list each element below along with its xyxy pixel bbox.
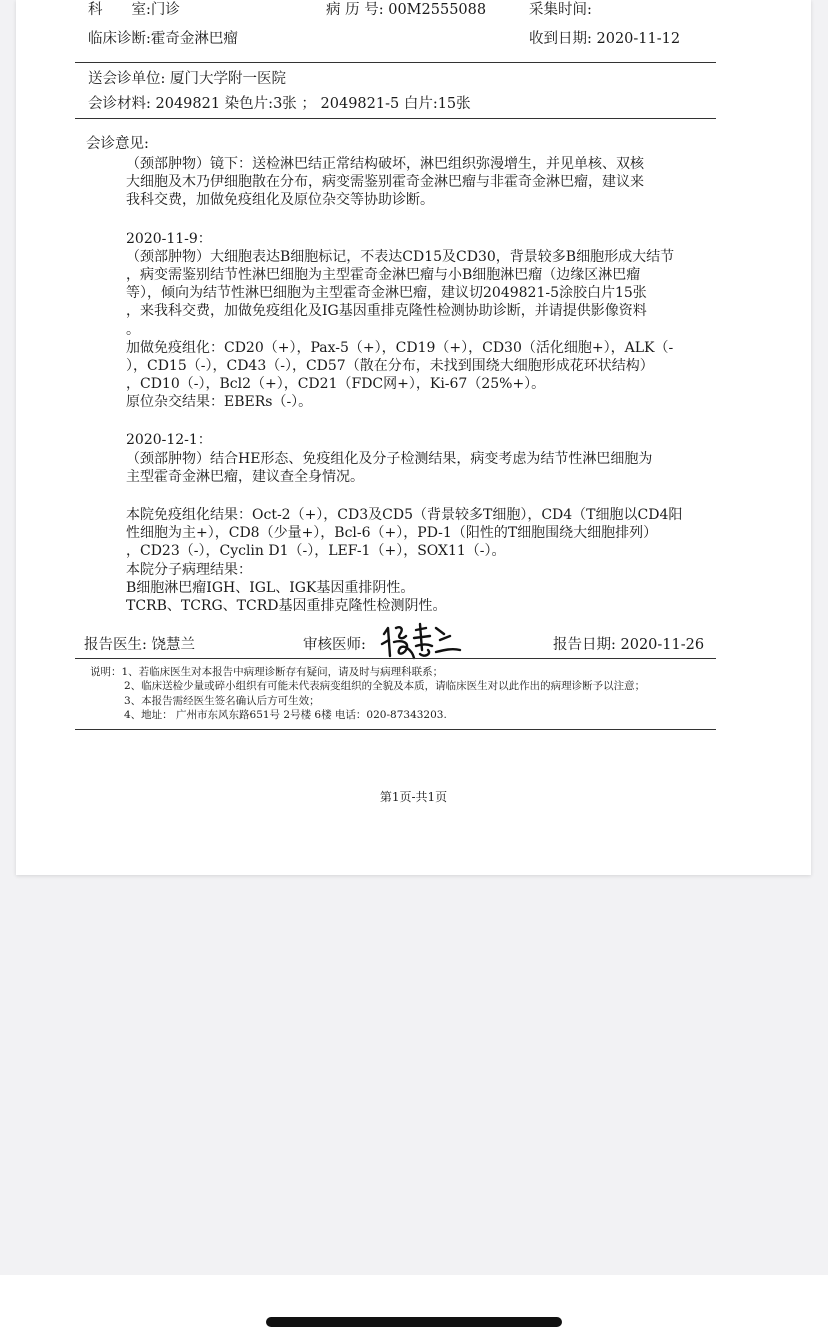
received-value: 2020-11-12 [596,31,681,47]
divider-middle [75,118,716,119]
doctor-value: 饶慧兰 [151,637,195,653]
opinion-line: （颈部肿物）结合HE形态、免疫组化及分子检测结果，病变考虑为结节性淋巴细胞为 [126,450,653,467]
opinion-gap [126,210,716,230]
note-item: 3、本报告需经医生签名确认后方可生效； [124,694,320,707]
opinion-line: 性细胞为主+），CD8（少量+），Bcl-6（+），PD-1（阳性的T细胞围绕大细胞排列） [126,525,658,542]
reviewer-signature [380,620,462,660]
opinion-body [126,155,716,615]
unit-label: 送会诊单位: [88,71,166,87]
opinion-line: 主型霍奇金淋巴瘤，建议查全身情况。 [126,468,364,485]
collect-time-field [529,1,592,19]
record-number-field [326,1,486,19]
opinion-gap [126,486,716,506]
collect-label: 采集时间: [529,2,592,18]
opinion-line: TCRB、TCRG、TCRD基因重排克隆性检测阴性。 [126,597,447,614]
material-label: 会诊材料: [88,96,151,112]
received-label: 收到日期: [529,31,592,47]
opinion-line: ，CD23（-），Cyclin D1（-），LEF-1（+），SOX11（-）。 [126,543,506,560]
report-date-field [553,636,704,654]
divider-signoff [75,658,716,659]
opinion-line: 。 [126,321,140,338]
diagnosis-field [88,30,238,48]
diagnosis-value: 霍奇金淋巴瘤 [150,31,238,47]
page-number: 第1页-共1页 [379,790,448,804]
diagnosis-label: 临床诊断: [88,31,151,47]
dept-label: 科 室: [88,2,151,18]
submitting-unit-field [88,70,286,88]
opinion-line: （颈部肿物）镜下：送检淋巴结正常结构破坏，淋巴组织弥漫增生，并见单核、双核 [126,156,644,172]
opinion-line: ），CD15（-），CD43（-），CD57（散在分布，未找到围绕大细胞形成花环状结构） [126,357,654,374]
opinion-line: 本院分子病理结果： [126,561,252,578]
note-item: 4、地址： 广州市东风东路651号 2号楼 6楼 电话：020-87343203. [124,709,447,722]
notes-section [90,665,730,723]
opinion-line: 2020-11-9： [126,230,212,247]
opinion-line: 加做免疫组化：CD20（+），Pax-5（+），CD19（+），CD30（活化细胞+），ALK（- [126,339,674,356]
opinion-line: 大细胞及木乃伊细胞散在分布，病变需鉴别霍奇金淋巴瘤与非霍奇金淋巴瘤，建议来 [126,174,644,191]
opinion-line: 2020-12-1： [126,432,212,449]
divider-top [75,62,716,63]
opinion-title: 会诊意见: [86,136,149,152]
opinion-line: B细胞淋巴瘤IGH、IGL、IGK基因重排阴性。 [126,579,415,596]
opinion-line: 本院免疫组化结果：Oct-2（+），CD3及CD5（背景较多T细胞），CD4（T细胞以CD4阳 [126,507,683,523]
opinion-line: ，病变需鉴别结节性淋巴细胞为主型霍奇金淋巴瘤与小B细胞淋巴瘤（边缘区淋巴瘤 [126,266,641,283]
opinion-line: ，来我科交费，加做免疫组化及IG基因重排克隆性检测协助诊断，并请提供影像资料 [126,303,647,320]
opinion-line: ，CD10（-），Bcl2（+），CD21（FDC网+），Ki-67（25%+）。 [126,376,546,393]
note-item: 2、临床送检少量或碎小组织有可能未代表病变组织的全貌及本质，请临床医生对以此作出的病理诊断予以注意； [124,680,646,693]
material-value: 2049821 染色片:3张 ； 2049821-5 白片:15张 [155,96,471,112]
divider-bottom [75,729,716,730]
reviewer-label: 审核医师: [303,637,366,653]
record-value: 00M2555088 [388,2,487,18]
report-doctor-field [84,636,195,654]
material-field [88,95,471,113]
opinion-gap [126,411,716,431]
received-date-field [529,30,680,48]
report-page [16,0,811,875]
date-value: 2020-11-26 [620,637,705,653]
unit-value: 厦门大学附一医院 [170,71,286,87]
doctor-label: 报告医生: [84,637,147,653]
record-label: 病 历 号: [326,2,384,18]
opinion-line: 我科交费，加做免疫组化及原位杂交等协助诊断。 [126,192,434,209]
dept-value: 门诊 [150,2,180,18]
note-text: 1、若临床医生对本报告中病理诊断存有疑问，请及时与病理科联系； [121,666,444,678]
note-item [90,665,730,679]
notes-prefix: 说明： [90,666,122,678]
opinion-line: （颈部肿物）大细胞表达B细胞标记，不表达CD15及CD30，背景较多B细胞形成大结节 [126,248,675,265]
home-indicator-area [0,1275,828,1342]
home-indicator-bar[interactable] [266,1317,562,1327]
date-label: 报告日期: [553,637,616,653]
opinion-line: 原位杂交结果：EBERs（-）。 [126,394,313,411]
opinion-line: 等），倾向为结节性淋巴细胞为主型霍奇金淋巴瘤，建议切2049821-5涂胶白片15张 [126,285,647,302]
dept-field [88,1,180,19]
